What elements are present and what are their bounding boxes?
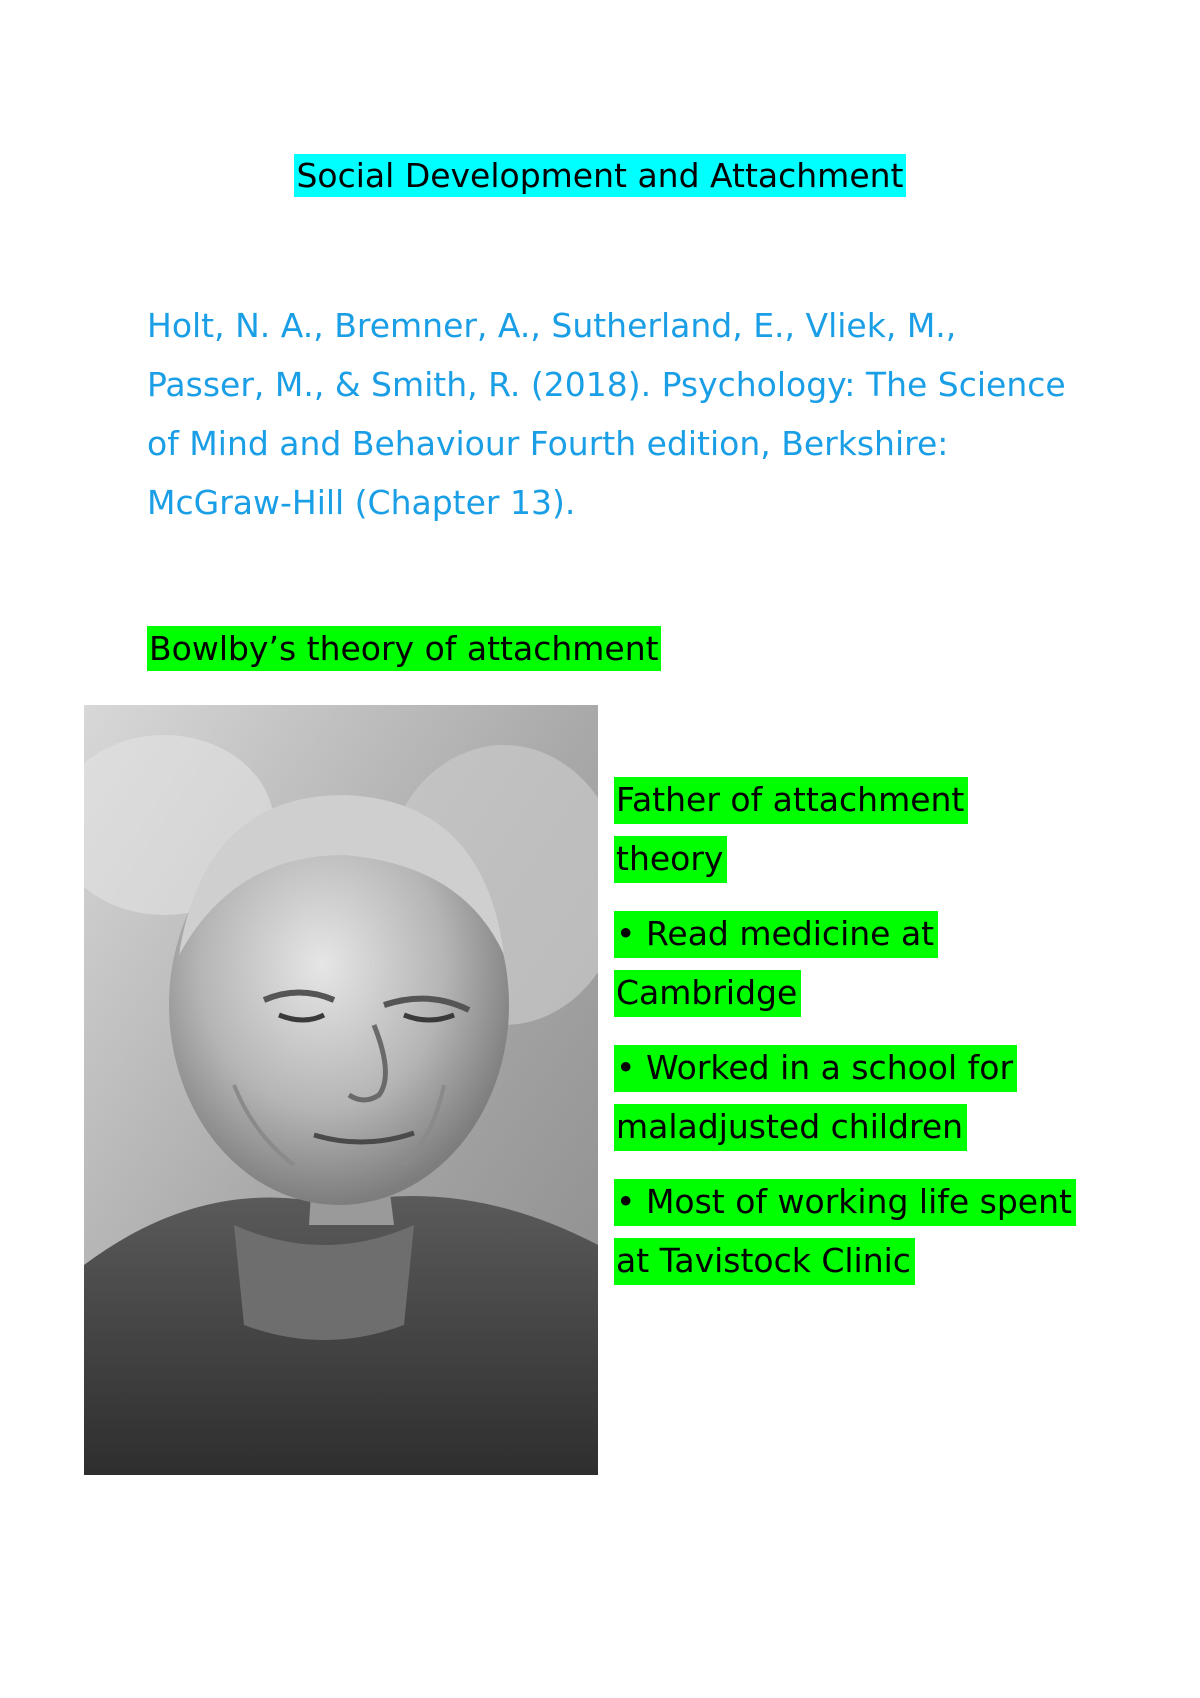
bowlby-portrait-photo [84,705,598,1475]
fact-text: Father of attachment theory [614,777,968,883]
fact-text: • Worked in a school for maladjusted children [614,1045,1017,1151]
page-title [0,151,1200,201]
reference-citation: Holt, N. A., Bremner, A., Sutherland, E., Vliek, M., Passer, M., & Smith, R. (2018). Psychology: The Science of Mind and Behaviour Fourth edition, Berkshire: McGraw-Hill (Chapter 13). [147,306,1066,522]
bowlby-facts-list [614,770,1084,1306]
portrait-image [84,705,598,1475]
section-heading-text: Bowlby’s theory of attachment [147,626,661,671]
fact-item [614,1038,1084,1156]
section-heading [147,624,661,674]
fact-item [614,904,1084,1022]
fact-text: • Read medicine at Cambridge [614,911,938,1017]
fact-item [614,770,1084,888]
page-title-text: Social Development and Attachment [296,156,904,195]
fact-item [614,1172,1084,1290]
fact-text: • Most of working life spent at Tavistock Clinic [614,1179,1076,1285]
